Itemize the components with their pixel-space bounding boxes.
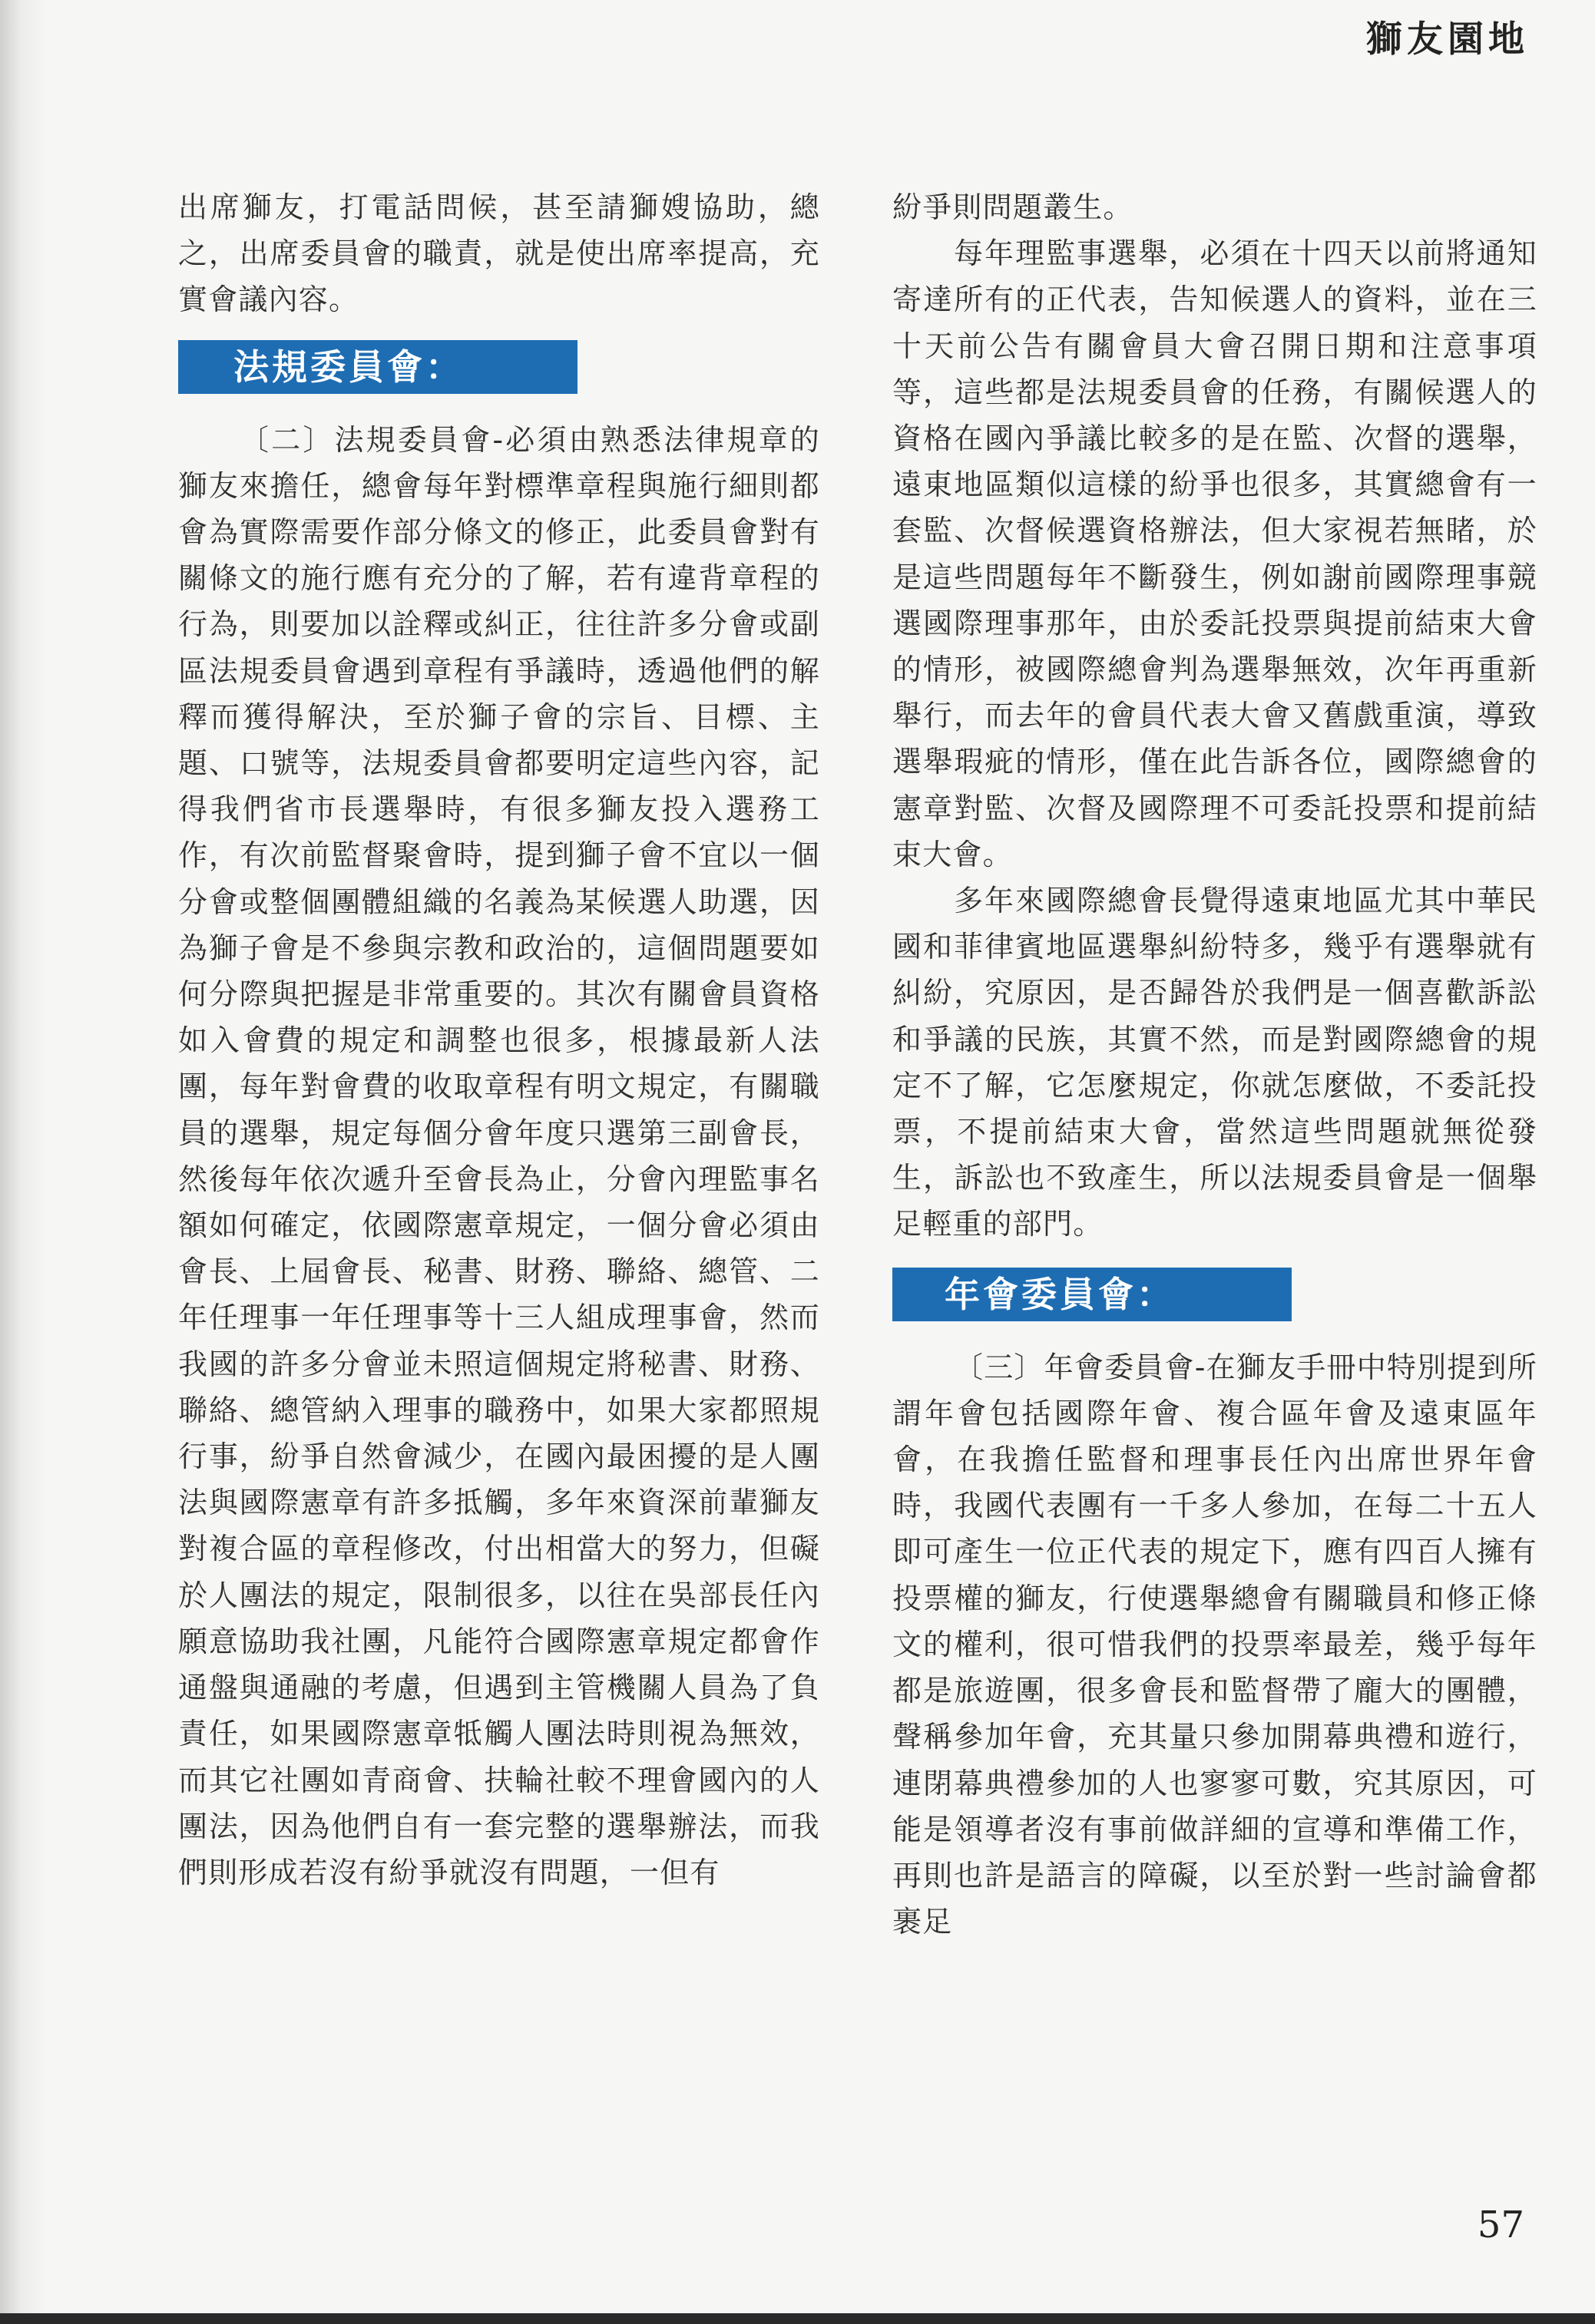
far-east-disputes-paragraph: 多年來國際總會長覺得遠東地區尤其中華民國和菲律賓地區選舉糾紛特多，幾乎有選舉就有糾紛，究原因，是否歸咎於我們是一個喜歡訴訟和爭議的民族，其實不然，而是對國際總會的規定不了解，它怎麼規定，你就怎麼做，不委託投票，不提前結束大會，當然這些問題就無從發生，訴訟也不致產生，所以法規委員會是一個舉足輕重的部門。 (892, 884, 1537, 1241)
right-column (892, 184, 1537, 1945)
section-heading-regulations: 法規委員會： (178, 340, 577, 394)
running-header: 獅友園地 (1366, 18, 1529, 61)
page-number: 57 (1477, 2203, 1524, 2246)
bottom-edge (0, 2313, 1595, 2324)
intro-paragraph: 出席獅友，打電話問候，甚至請獅嫂協助，總之，出席委員會的職責，就是使出席率提高，充實會議內容。 (178, 190, 820, 317)
page-binding-shadow (0, 0, 46, 2324)
section-heading-convention: 年會委員會： (892, 1268, 1292, 1321)
left-column (178, 184, 820, 1896)
continuation-paragraph: 紛爭則問題叢生。 (892, 190, 1133, 224)
regulations-paragraph: 〔二〕法規委員會-必須由熟悉法律規章的獅友來擔任，總會每年對標準章程與施行細則都會為實際需要作部分條文的修正，此委員會對有關條文的施行應有充分的了解，若有違背章程的行為，則要加以詮釋或糾正，往往許多分會或副區法規委員會遇到章程有爭議時，透過他們的解釋而獲得解決，至於獅子會的宗旨、目標、主題、口號等，法規委員會都要明定這些內容，記得我們省市長選舉時，有很多獅友投入選務工作，有次前監督聚會時，提到獅子會不宜以一個分會或整個團體組織的名義為某候選人助選，因為獅子會是不參與宗教和政治的，這個問題要如何分際與把握是非常重要的。其次有關會員資格如入會費的規定和調整也很多，根據最新人法團，每年對會費的收取章程有明文規定，有關職員的選舉，規定每個分會年度只選第三副會長，然後每年依次遞升至會長為止，分會內理監事名額如何確定，依國際憲章規定，一個分會必須由會長、上屆會長、秘書、財務、聯絡、總管、二年任理事一年任理事等十三人組成理事會，然而我國的許多分會並未照這個規定將秘書、財務、聯絡、總管納入理事的職務中，如果大家都照規行事，紛爭自然會減少，在國內最困擾的是人團法與國際憲章有許多抵觸，多年來資深前輩獅友對複合區的章程修改，付出相當大的努力，但礙於人團法的規定，限制很多，以往在吳部長任內願意協助我社團，凡能符合國際憲章規定都會作通盤與通融的考慮，但遇到主管機關人員為了負責任，如果國際憲章牴觸人團法時則視為無效，而其它社團如青商會、扶輪社較不理會國內的人團法，因為他們自有一套完整的選舉辦法，而我們則形成若沒有紛爭就沒有問題，一但有 (178, 422, 820, 1889)
election-notice-paragraph: 每年理監事選舉，必須在十四天以前將通知寄達所有的正代表，告知候選人的資料，並在三十天前公告有關會員大會召開日期和注意事項等，這些都是法規委員會的任務，有關候選人的資格在國內爭議比較多的是在監、次督的選舉，遠東地區類似這樣的紛爭也很多，其實總會有一套監、次督候選資格辦法，但大家視若無睹，於是這些問題每年不斷發生，例如謝前國際理事競選國際理事那年，由於委託投票與提前結束大會的情形，被國際總會判為選舉無效，次年再重新舉行，而去年的會員代表大會又舊戲重演，導致選舉瑕疵的情形，僅在此告訴各位，國際總會的憲章對監、次督及國際理不可委託投票和提前結束大會。 (892, 236, 1537, 871)
convention-paragraph: 〔三〕年會委員會-在獅友手冊中特別提到所謂年會包括國際年會、複合區年會及遠東區年會，在我擔任監督和理事長任內出席世界年會時，我國代表團有一千多人參加，在每二十五人即可產生一位正代表的規定下，應有四百人擁有投票權的獅友，行使選舉總會有關職員和修正條文的權利，很可惜我們的投票率最差，幾乎每年都是旅遊團，很多會長和監督帶了龐大的團體，聲稱參加年會，充其量只參加開幕典禮和遊行，連閉幕典禮參加的人也寥寥可數，究其原因，可能是領導者沒有事前做詳細的宣導和準備工作，再則也許是語言的障礙，以至於對一些討論會都裹足 (892, 1350, 1537, 1939)
